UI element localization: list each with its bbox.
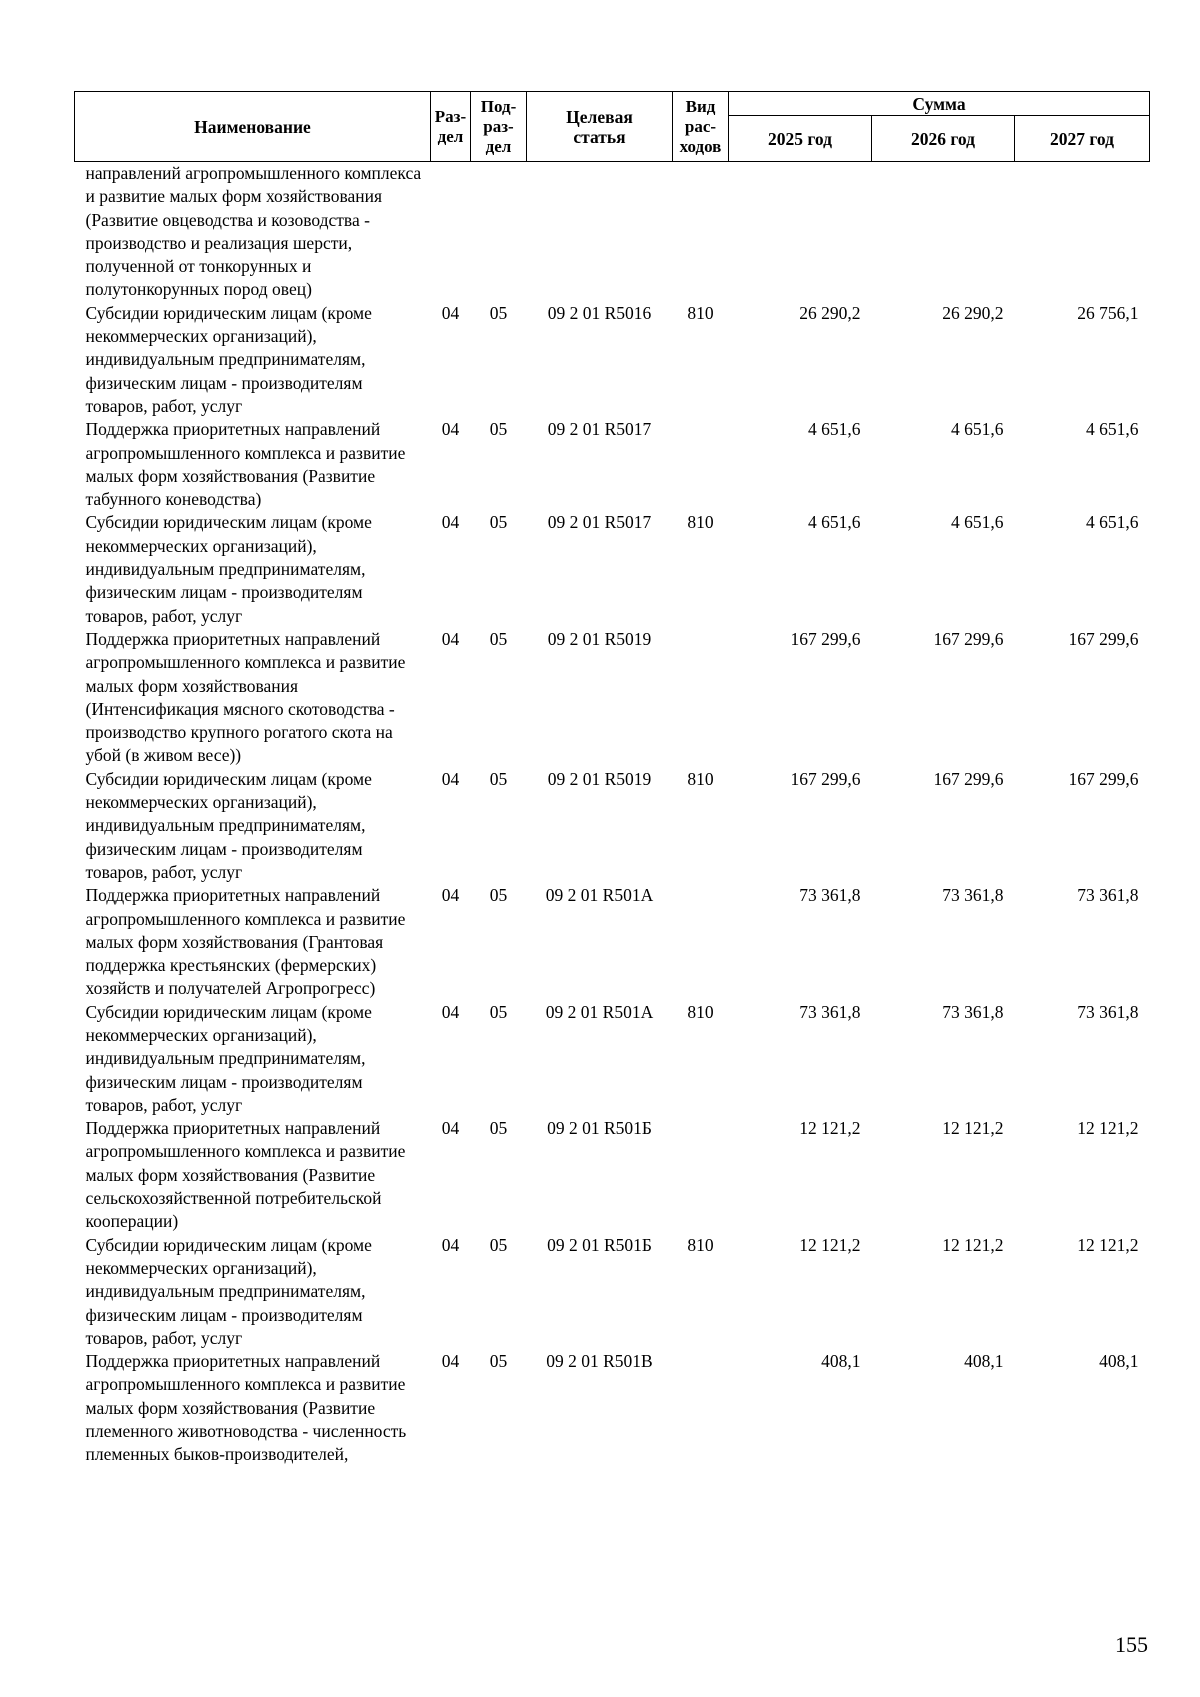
row-podrazdel: 05 — [489, 512, 508, 533]
header-year-2026: 2026 год — [872, 116, 1015, 162]
row-amount-2026: 167 299,6 — [933, 768, 1004, 789]
row-name: Поддержка приоритетных направлений агропромышленного комплекса и развитие малых форм хозяйствования (Развитие племенного животноводства - численность племенных быков-производителей, — [85, 1351, 407, 1465]
table-row — [75, 884, 1150, 1000]
row-amount-2026 — [872, 162, 1015, 302]
row-amount-2026: 4 651,6 — [951, 419, 1004, 440]
row-podrazdel: 05 — [489, 768, 508, 789]
row-podrazdel — [471, 162, 527, 302]
table-row — [75, 418, 1150, 511]
row-amount-2027: 12 121,2 — [1077, 1118, 1139, 1139]
row-name: Поддержка приоритетных направлений агропромышленного комплекса и развитие малых форм хозяйствования (Грантовая поддержка крестьянских (фермерских) хозяйств и получателей Агропрогресс) — [85, 885, 406, 999]
row-name: Субсидии юридическим лицам (кроме некоммерческих организаций), индивидуальным предпринимателям, физическим лицам - производителям товаров, работ, услуг — [85, 1001, 372, 1115]
table-row — [75, 511, 1150, 627]
row-podrazdel: 05 — [489, 1351, 508, 1372]
row-name: направлений агропромышленного комплекса и развитие малых форм хозяйствования (Развитие овцеводства и козоводства - производство и реализация шерсти, полученной от тонкорунных и полутонкорунных пород овец) — [85, 163, 422, 300]
row-podrazdel: 05 — [489, 1118, 508, 1139]
row-amount-2027 — [1015, 162, 1150, 302]
row-name: Субсидии юридическим лицам (кроме некоммерческих организаций), индивидуальным предпринимателям, физическим лицам - производителям товаров, работ, услуг — [85, 302, 372, 416]
row-amount-2025: 73 361,8 — [799, 1001, 861, 1022]
row-statya: 09 2 01 R501Б — [547, 1234, 652, 1255]
row-razdel: 04 — [441, 885, 460, 906]
row-statya: 09 2 01 R5019 — [547, 768, 652, 789]
row-podrazdel: 05 — [489, 628, 508, 649]
row-razdel: 04 — [441, 1234, 460, 1255]
header-razdel: Раз- дел — [431, 92, 471, 162]
header-year-2027: 2027 год — [1015, 116, 1150, 162]
row-name: Поддержка приоритетных направлений агропромышленного комплекса и развитие малых форм хозяйствования (Развитие табунного коневодства) — [85, 419, 406, 510]
row-amount-2026: 408,1 — [964, 1351, 1004, 1372]
row-statya: 09 2 01 R5016 — [547, 302, 652, 323]
table-row — [75, 1001, 1150, 1117]
row-amount-2026: 26 290,2 — [942, 302, 1004, 323]
table-row — [75, 1350, 1150, 1466]
row-statya: 09 2 01 R5017 — [547, 512, 652, 533]
row-statya — [527, 162, 673, 302]
row-vid — [673, 1117, 729, 1233]
row-name: Поддержка приоритетных направлений агропромышленного комплекса и развитие малых форм хозяйствования (Интенсификация мясного скотоводства - производство крупного рогатого скота на убой (в живом весе)) — [85, 628, 406, 766]
row-amount-2026: 73 361,8 — [942, 885, 1004, 906]
header-statya: Целевая статья — [527, 92, 673, 162]
row-amount-2026: 167 299,6 — [933, 628, 1004, 649]
row-amount-2025: 73 361,8 — [799, 885, 861, 906]
table-header — [75, 92, 1150, 162]
row-podrazdel: 05 — [489, 1234, 508, 1255]
row-amount-2027: 167 299,6 — [1068, 768, 1139, 789]
table-row — [75, 768, 1150, 884]
row-amount-2027: 4 651,6 — [1086, 419, 1139, 440]
row-amount-2027: 73 361,8 — [1077, 885, 1139, 906]
row-amount-2025: 408,1 — [821, 1351, 861, 1372]
budget-table — [74, 91, 1150, 1467]
row-amount-2027: 167 299,6 — [1068, 628, 1139, 649]
row-statya: 09 2 01 R501В — [546, 1351, 653, 1372]
row-statya: 09 2 01 R5017 — [547, 419, 652, 440]
table-row — [75, 162, 1150, 302]
row-vid — [673, 418, 729, 511]
page-number: 155 — [1115, 1632, 1148, 1657]
row-amount-2026: 4 651,6 — [951, 512, 1004, 533]
row-statya: 09 2 01 R501А — [545, 1001, 654, 1022]
row-vid: 810 — [687, 1234, 714, 1255]
row-razdel — [431, 162, 471, 302]
row-amount-2026: 73 361,8 — [942, 1001, 1004, 1022]
row-podrazdel: 05 — [489, 1001, 508, 1022]
row-amount-2027: 73 361,8 — [1077, 1001, 1139, 1022]
row-vid — [673, 884, 729, 1000]
row-amount-2025: 12 121,2 — [799, 1234, 861, 1255]
row-amount-2025: 167 299,6 — [790, 768, 861, 789]
row-amount-2027: 26 756,1 — [1077, 302, 1139, 323]
row-statya: 09 2 01 R501А — [545, 885, 654, 906]
row-amount-2027: 4 651,6 — [1086, 512, 1139, 533]
row-amount-2027: 12 121,2 — [1077, 1234, 1139, 1255]
row-podrazdel: 05 — [489, 885, 508, 906]
row-vid — [673, 628, 729, 768]
table-body — [75, 162, 1150, 1467]
row-amount-2025: 4 651,6 — [808, 419, 861, 440]
row-razdel: 04 — [441, 302, 460, 323]
row-name: Субсидии юридическим лицам (кроме некоммерческих организаций), индивидуальным предпринимателям, физическим лицам - производителям товаров, работ, услуг — [85, 512, 372, 626]
row-vid: 810 — [687, 1001, 714, 1022]
row-vid: 810 — [687, 768, 714, 789]
header-summa: Сумма — [729, 92, 1150, 116]
row-vid: 810 — [687, 512, 714, 533]
row-name: Субсидии юридическим лицам (кроме некоммерческих организаций), индивидуальным предпринимателям, физическим лицам - производителям товаров, работ, услуг — [85, 768, 372, 882]
row-amount-2025 — [729, 162, 872, 302]
table-row — [75, 628, 1150, 768]
row-amount-2026: 12 121,2 — [942, 1118, 1004, 1139]
row-razdel: 04 — [441, 1118, 460, 1139]
row-vid: 810 — [687, 302, 714, 323]
row-name: Поддержка приоритетных направлений агропромышленного комплекса и развитие малых форм хозяйствования (Развитие сельскохозяйственной потребительской кооперации) — [85, 1118, 406, 1232]
header-vid: Вид рас- ходов — [673, 92, 729, 162]
row-vid — [673, 1350, 729, 1466]
header-podrazdel: Под- раз- дел — [471, 92, 527, 162]
row-razdel: 04 — [441, 1001, 460, 1022]
row-razdel: 04 — [441, 628, 460, 649]
row-amount-2025: 12 121,2 — [799, 1118, 861, 1139]
header-year-2025: 2025 год — [729, 116, 872, 162]
table-row — [75, 302, 1150, 418]
row-podrazdel: 05 — [489, 302, 508, 323]
row-razdel: 04 — [441, 512, 460, 533]
row-statya: 09 2 01 R501Б — [547, 1118, 652, 1139]
row-amount-2025: 26 290,2 — [799, 302, 861, 323]
row-vid — [673, 162, 729, 302]
row-statya: 09 2 01 R5019 — [547, 628, 652, 649]
row-amount-2026: 12 121,2 — [942, 1234, 1004, 1255]
table-row — [75, 1117, 1150, 1233]
header-name: Наименование — [75, 92, 431, 162]
row-podrazdel: 05 — [489, 419, 508, 440]
row-amount-2025: 167 299,6 — [790, 628, 861, 649]
row-name: Субсидии юридическим лицам (кроме некоммерческих организаций), индивидуальным предпринимателям, физическим лицам - производителям товаров, работ, услуг — [85, 1234, 372, 1348]
row-razdel: 04 — [441, 419, 460, 440]
row-razdel: 04 — [441, 1351, 460, 1372]
row-amount-2027: 408,1 — [1099, 1351, 1139, 1372]
row-amount-2025: 4 651,6 — [808, 512, 861, 533]
table-row — [75, 1234, 1150, 1350]
row-razdel: 04 — [441, 768, 460, 789]
